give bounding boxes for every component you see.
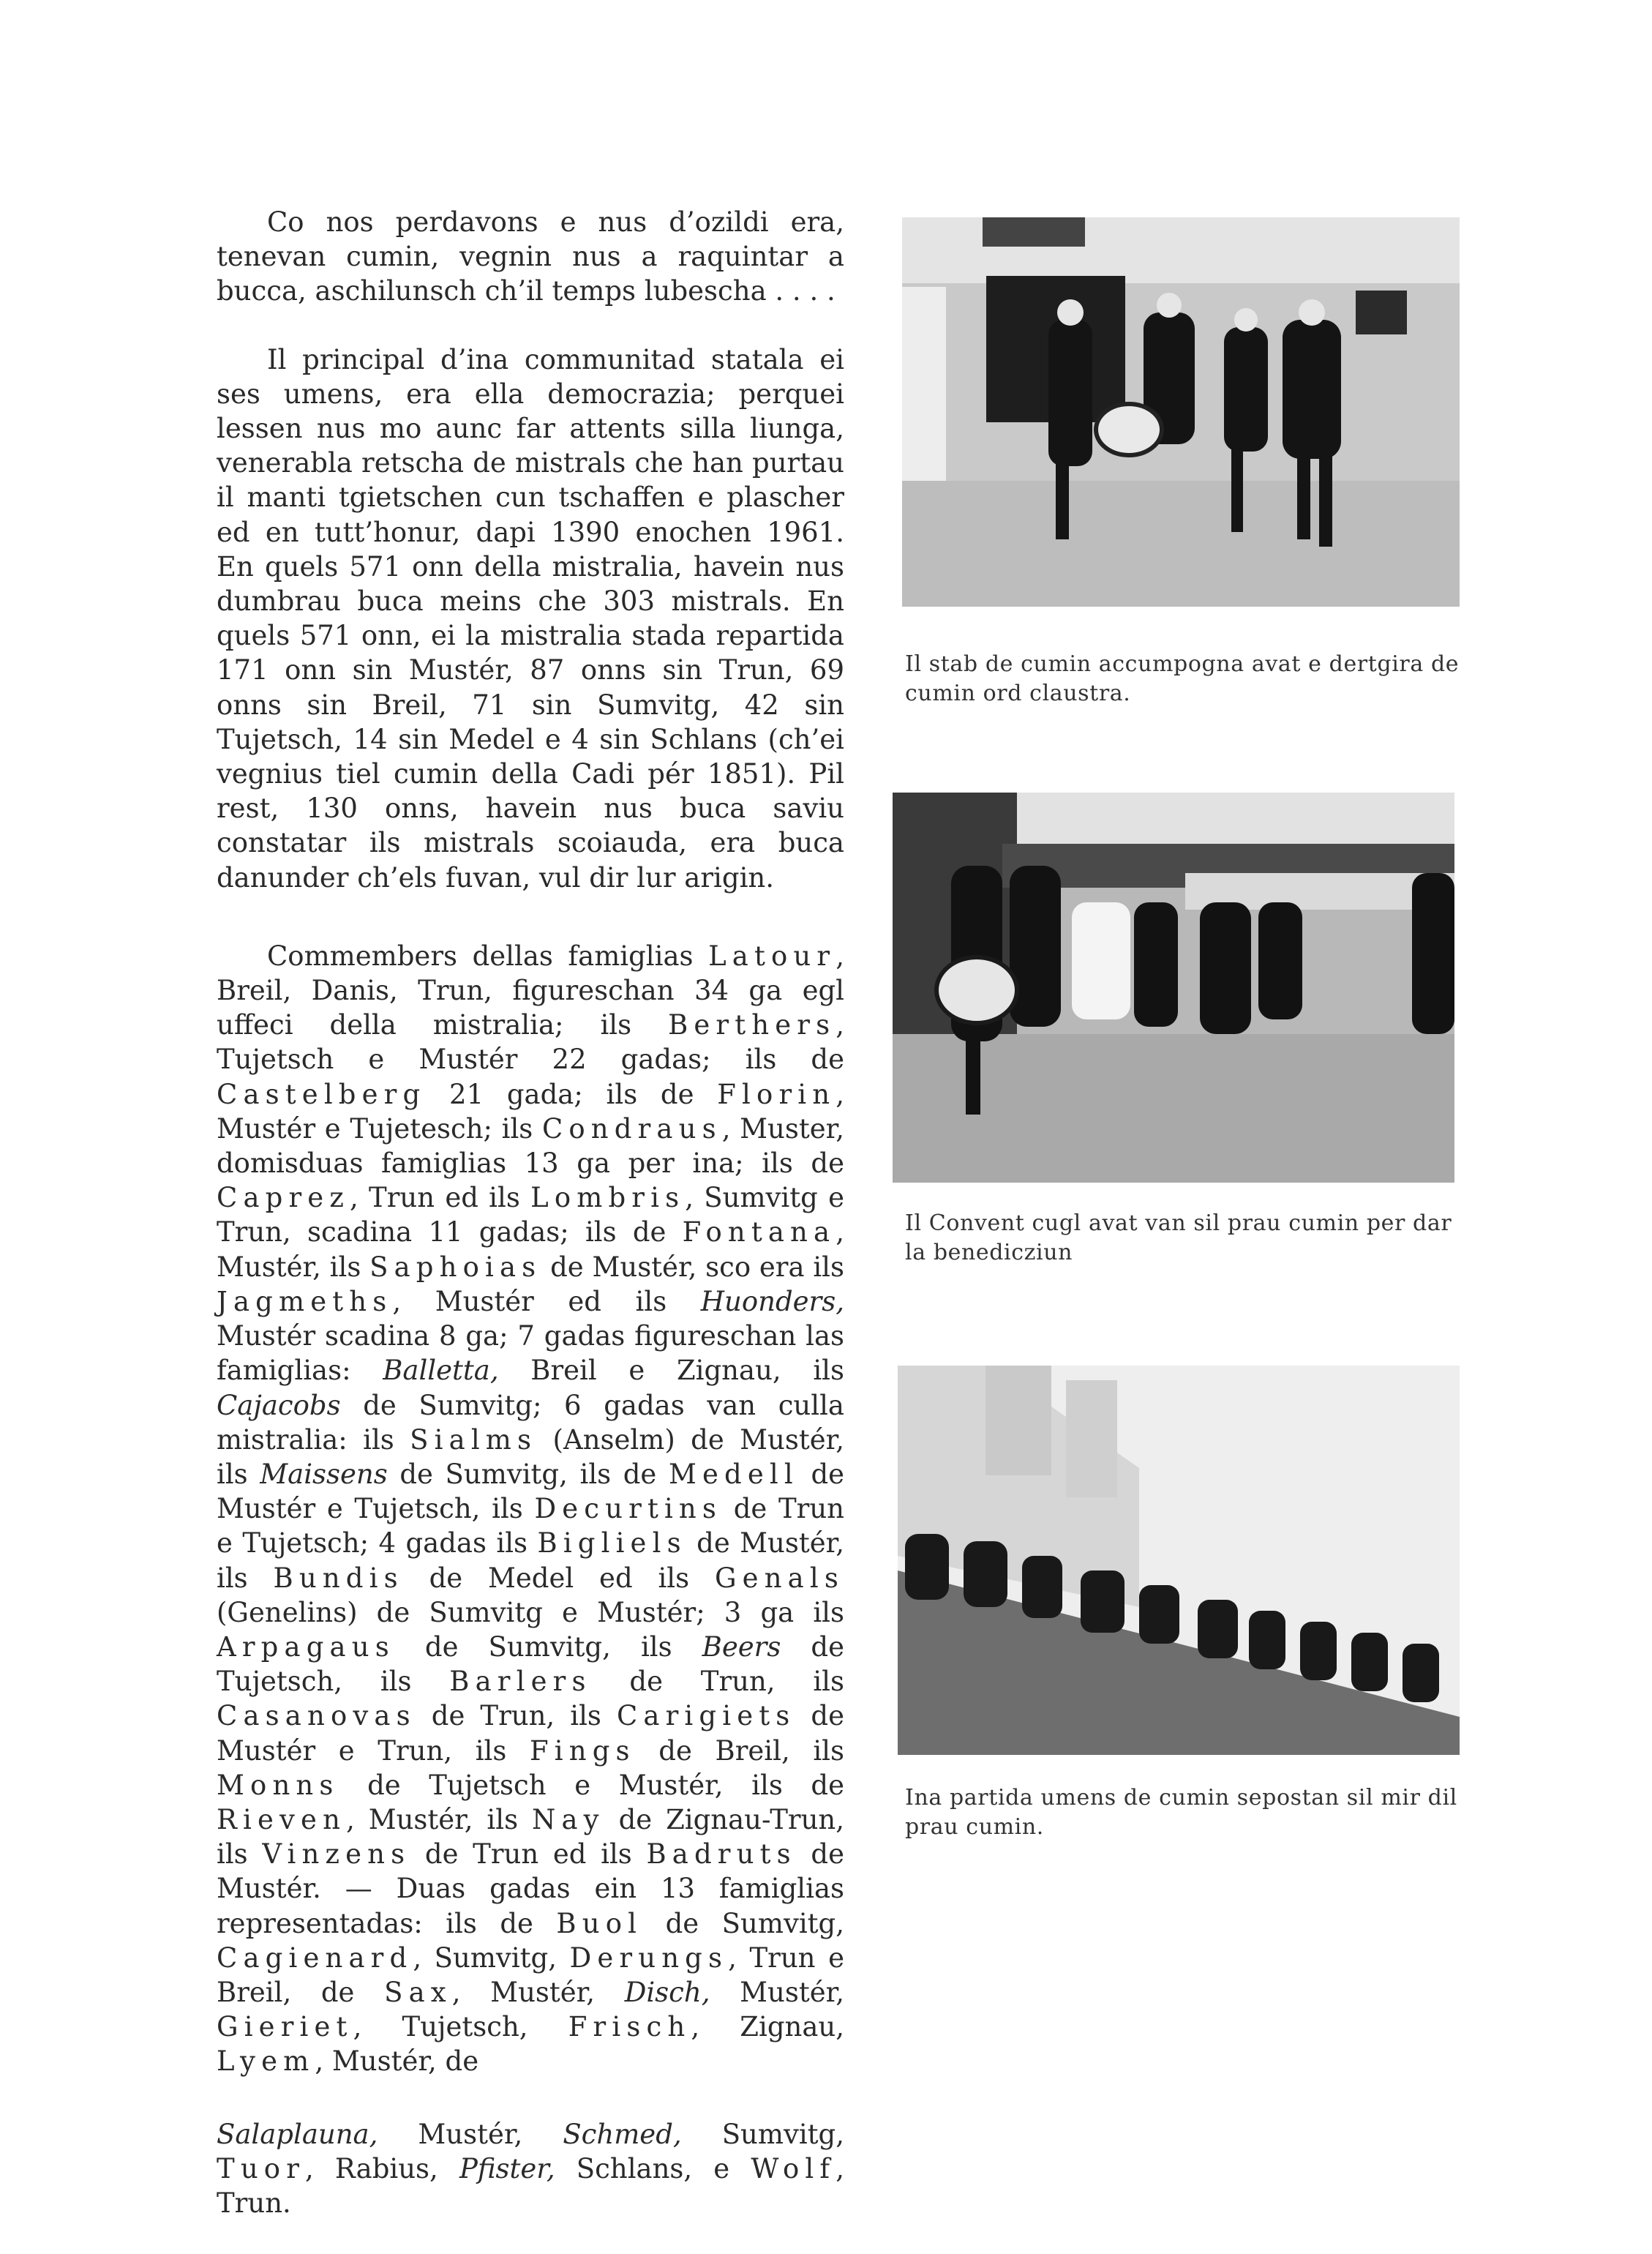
family-name: Huonders, — [700, 1285, 844, 1317]
family-name: Derungs — [569, 1942, 729, 1974]
family-name: Bundis — [273, 1562, 404, 1594]
family-name: Berthers — [668, 1009, 836, 1041]
family-name: Casanovas — [217, 1700, 416, 1732]
photo-men-on-wall — [898, 1366, 1460, 1755]
family-name: Arpagaus — [217, 1630, 395, 1663]
family-name: Latour — [708, 940, 836, 972]
family-name: Nay — [531, 1803, 605, 1835]
family-name: Genals — [714, 1562, 844, 1594]
paragraph-families: Commembers dellas famiglias Latour, Breil, Danis, Trun, figureschan 34 ga egl uffeci della mistralia; ils Berthers, Tujetsch e Mustér 22 gadas; ils de Castelberg 21 gada; ils de Florin, Mustér e Tujetesch; ils Condraus, Muster, domisduas famiglias 13 ga per ina; ils de Caprez, Trun ed ils Lombris, Sumvitg e Trun, scadina 11 gadas; ils de Fontana, Mustér, ils Saphoias de Mustér, sco era ils Jagmeths, Mustér ed ils Huonders, Mustér scadina 8 ga; 7 gadas figureschan las famiglias: Balletta, Breil e Zignau, ils Cajacobs de Sumvitg; 6 gadas van culla mistralia: ils Sialms (Anselm) de Mustér, ils Maissens de Sumvitg, ils de Medell de Mustér e Tujetsch, ils Decurtins de Trun e Tujetsch; 4 gadas ils Bigliels de Mustér, ils Bundis de Medel ed ils Genals (Genelins) de Sumvitg e Mustér; 3 ga ils Arpagaus de Sumvitg, ils Beers de Tujetsch, ils Barlers de Trun, ils Casanovas de Trun, ils Carigiets de Mustér e Trun, ils Fings de Breil, ils Monns de Tujetsch e Mustér, ils de Rieven, Mustér, ils Nay de Zignau-Trun, ils Vinzens de Trun ed ils Badruts de Mustér. — Duas gadas ein 13 famiglias representadas: ils de Buol de Sumvitg, Cagienard, Sumvitg, Derungs, Trun e Breil, de Sax, Mustér, Disch, Mustér, Gieriet, Tujetsch, Frisch, Zignau, Lyem, Mustér, de — [217, 940, 845, 2078]
family-name: Caprez — [217, 1182, 350, 1214]
family-name: Castelberg — [217, 1078, 427, 1110]
photo-convent-abbot — [893, 793, 1454, 1183]
paragraph-mistrals: Il principal d’ina communitad statala ei ses umens, era ella democrazia; perquei lessen nus mo aunc far attents silla liunga, venerabla retscha de mistrals che han purtau il manti tgietschen cun tschaffen e plascher ed en tutt’honur, dapi 1390 enochen 1961. En quels 571 onn della mistralia, havein nus dumbrau buca meins che 303 mistrals. En quels 571 onn, ei la mistralia stada repartida 171 onn sin Mustér, 87 onns sin Trun, 69 onns sin Breil, 71 sin Sumvitg, 42 sin Tujetsch, 14 sin Medel e 4 sin Schlans (ch’ei vegnius tiel cumin della Cadi pér 1851). Pil rest, 130 onns, havein nus buca saviu constatar ils mistrals scoiauda, era buca danunder ch’els fuvan, vul dir lur arigin. — [217, 343, 844, 894]
photo-caption: Il stab de cumin accumpogna avat e dertgira de cumin ord claustra. — [905, 651, 1460, 706]
family-name: Disch, — [624, 1976, 710, 2008]
family-name: Monns — [217, 1769, 339, 1801]
family-name: Badruts — [646, 1838, 797, 1871]
photo-procession-door — [902, 217, 1460, 607]
family-name: Medell — [668, 1458, 799, 1490]
photo-caption: Il Convent cugl avat van sil prau cumin per dar la benedicziun — [905, 1210, 1452, 1265]
family-name: Jagmeths — [217, 1285, 393, 1317]
family-name: Bigliels — [537, 1527, 687, 1560]
article-text — [217, 205, 844, 2254]
family-name: Decurtins — [534, 1493, 723, 1525]
family-name: Condraus — [541, 1112, 722, 1145]
family-name: Fontana — [682, 1216, 836, 1248]
family-name: Cajacobs — [217, 1389, 341, 1421]
family-name: Cagienard — [217, 1942, 413, 1974]
family-name: Vinzens — [262, 1838, 411, 1871]
paragraph-intro: Co nos perdavons e nus d’ozildi era, tenevan cumin, vegnin nus a raquintar a bucca, aschilunsch ch’il temps lubescha . . . . — [217, 206, 844, 307]
family-name: Maissens — [260, 1458, 388, 1490]
family-name: Saphoias — [369, 1251, 542, 1283]
family-name: Carigiets — [616, 1700, 796, 1732]
family-name: Frisch — [568, 2011, 691, 2043]
family-name: Fings — [529, 1734, 636, 1767]
family-name: Sax — [384, 1976, 452, 2008]
family-name: Barlers — [449, 1666, 592, 1698]
family-name: Buol — [556, 1907, 643, 1939]
family-name: Beers — [702, 1630, 781, 1663]
family-name: Gieriet — [217, 2011, 353, 2043]
family-name: Florin — [717, 1078, 836, 1110]
family-name: Lombris — [530, 1182, 686, 1214]
family-name: Balletta, — [383, 1355, 499, 1387]
paragraph-families-end: Salaplauna, Mustér, Schmed, Sumvitg, Tuor, Rabius, Pfister, Schlans, e Wolf, Trun. — [217, 2118, 845, 2219]
family-name: Rieven — [217, 1803, 347, 1835]
photo-caption: Ina partida umens de cumin sepostan sil mir dil prau cumin. — [905, 1785, 1457, 1840]
family-name: Lyem — [217, 2045, 315, 2078]
family-name: Sialms — [410, 1423, 538, 1456]
